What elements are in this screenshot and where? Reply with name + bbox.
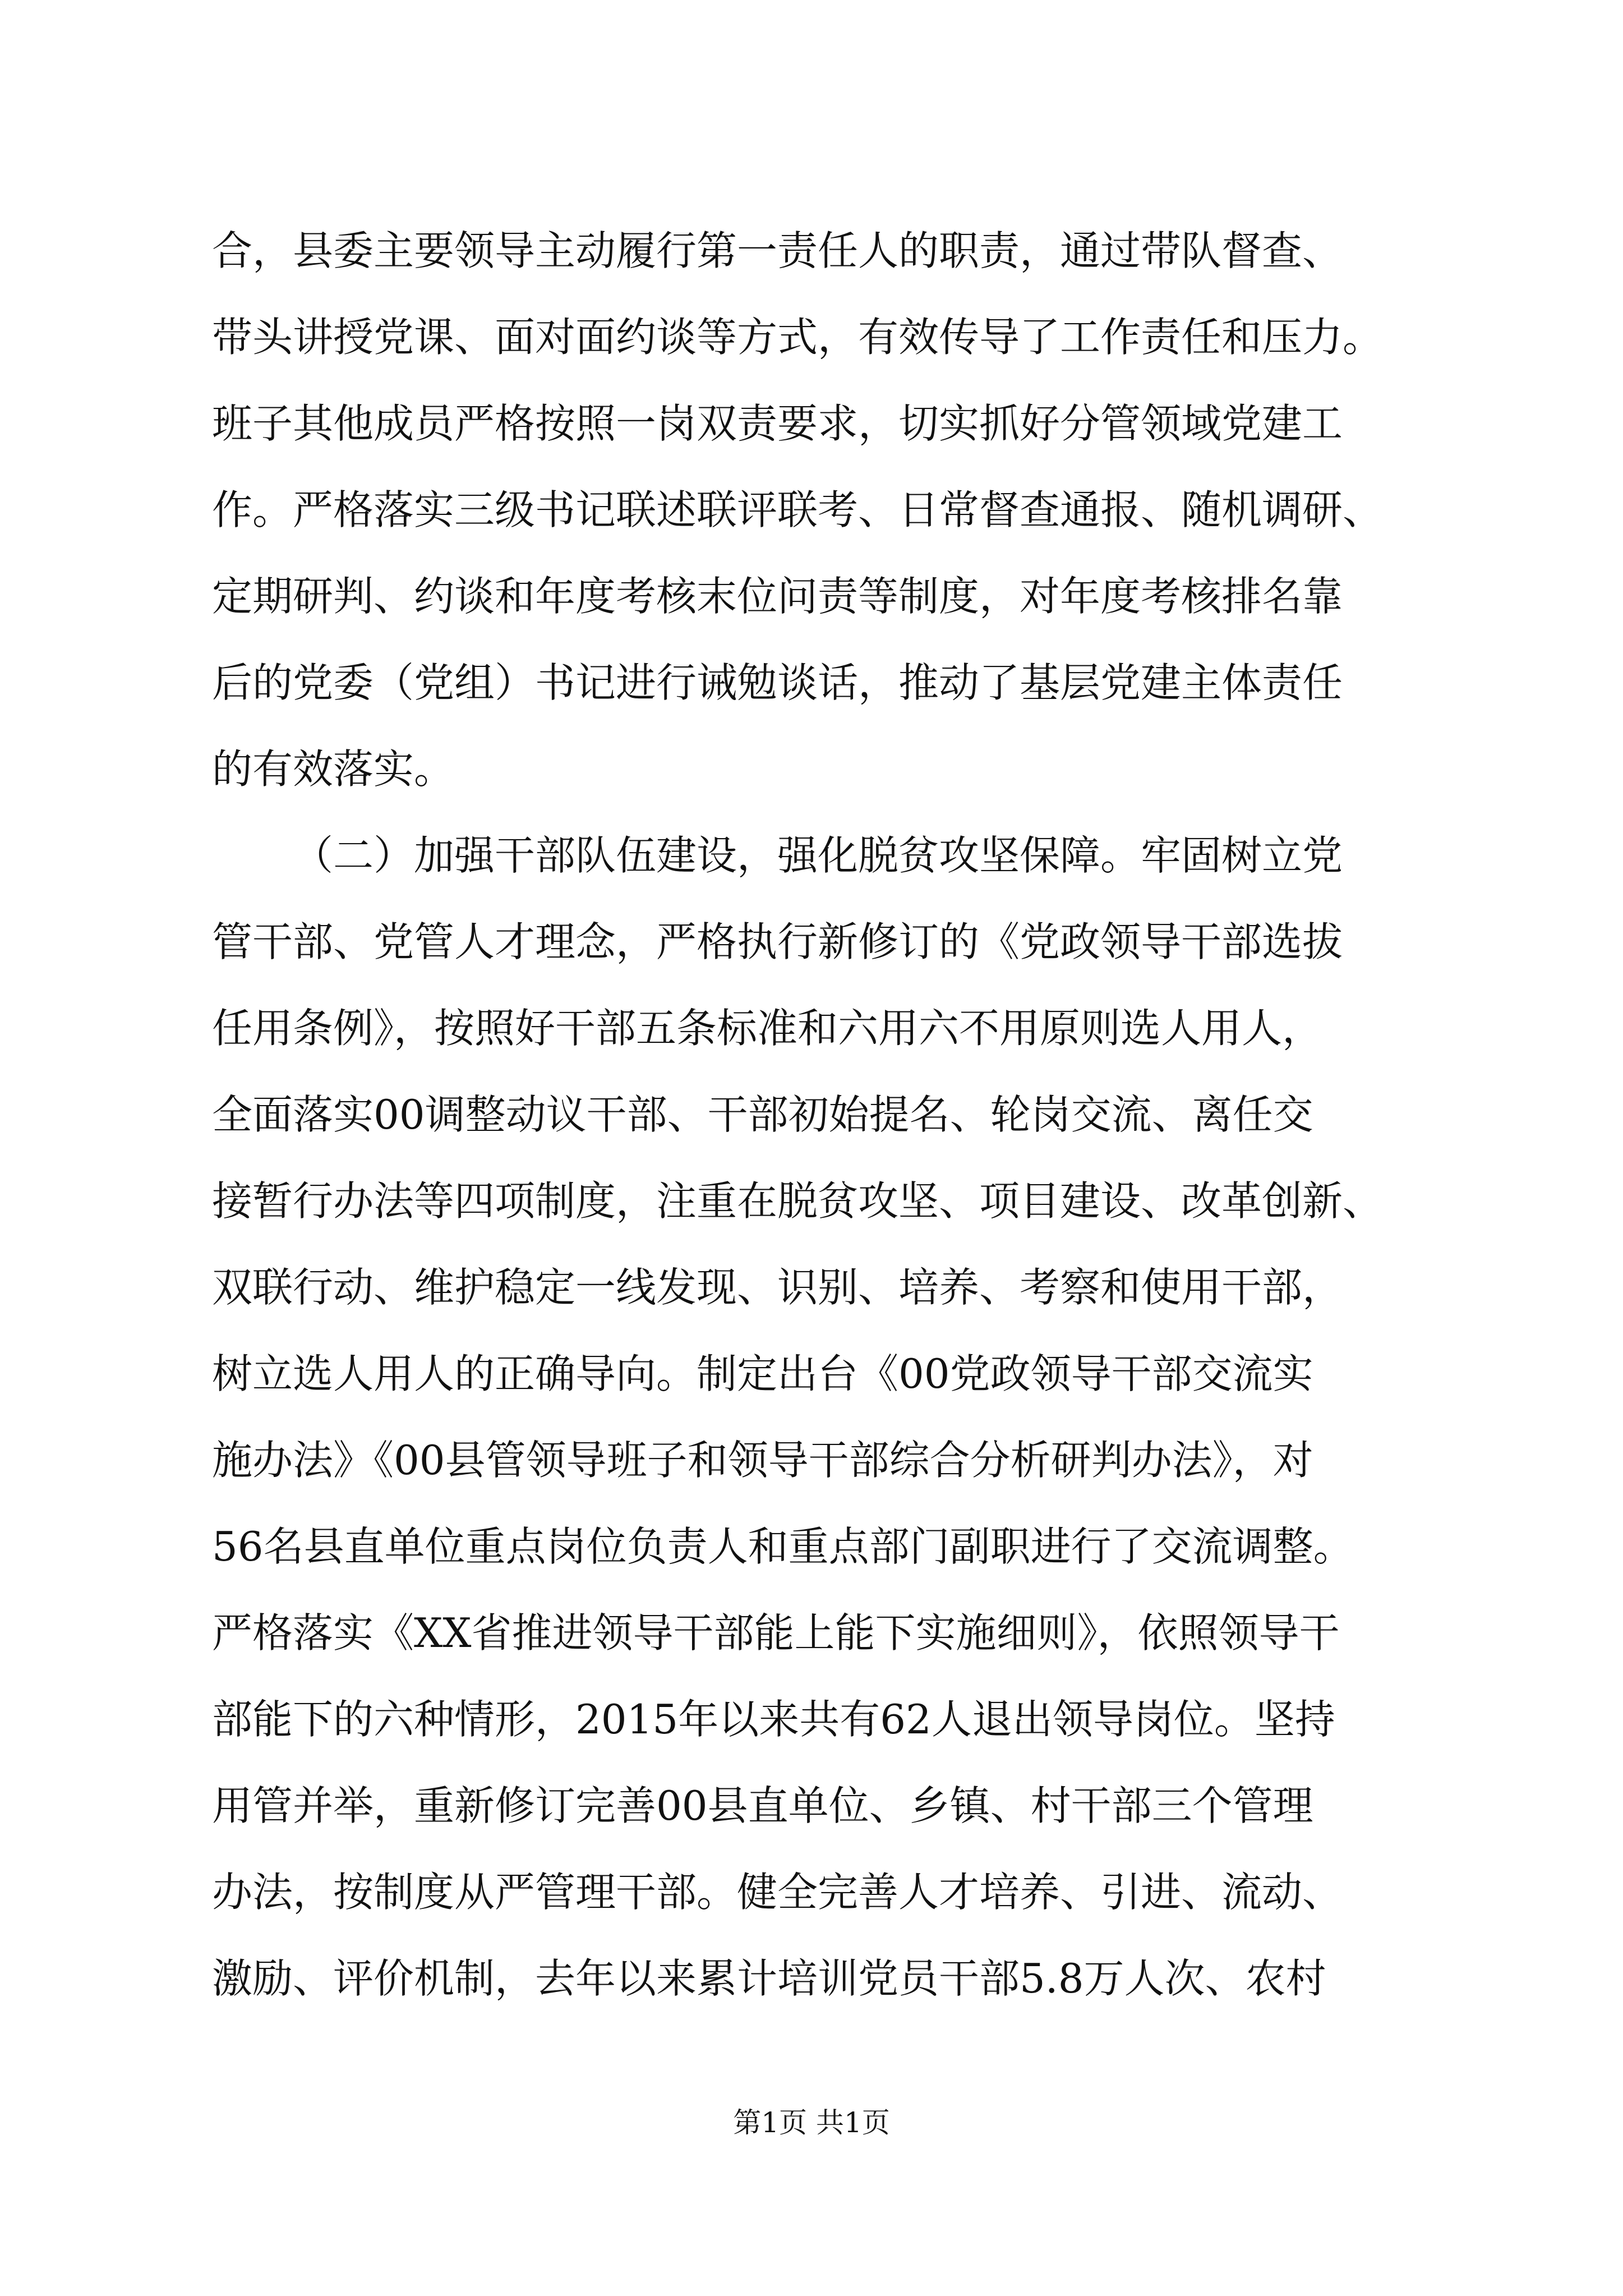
text-line: 全面落实00调整动议干部、干部初始提名、轮岗交流、离任交 (212, 1091, 1313, 1138)
text-line: 树立选人用人的正确导向。制定出台《00党政领导干部交流实 (212, 1350, 1313, 1397)
text-line: 带头讲授党课、面对面约谈等方式，有效传导了工作责任和压力。 (212, 314, 1384, 361)
text-line: 合，县委主要领导主动履行第一责任人的职责，通过带队督查、 (212, 227, 1343, 274)
text-line: 办法，按制度从严管理干部。健全完善人才培养、引进、流动、 (212, 1869, 1343, 1916)
text-line: 56名县直单位重点岗位负责人和重点部门副职进行了交流调整。 (212, 1523, 1354, 1570)
text-line: 的有效落实。 (212, 746, 455, 793)
text-line: 双联行动、维护稳定一线发现、识别、培养、考察和使用干部， (212, 1264, 1343, 1311)
text-line: 部能下的六种情形，2015年以来共有62人退出领导岗位。坚持 (212, 1696, 1335, 1743)
body-text (212, 208, 1423, 2022)
text-line: 班子其他成员严格按照一岗双责要求，切实抓好分管领域党建工 (212, 400, 1343, 447)
text-line: 定期研判、约谈和年度考核末位问责等制度，对年度考核排名靠 (212, 573, 1343, 620)
text-line: 后的党委（党组）书记进行诫勉谈话，推动了基层党建主体责任 (212, 659, 1343, 706)
page-footer: 第1页 共1页 (733, 2106, 890, 2139)
text-line: 激励、评价机制，去年以来累计培训党员干部5.8万人次、农村 (212, 1955, 1326, 2002)
text-line: 任用条例》，按照好干部五条标准和六用六不用原则选人用人， (212, 1005, 1323, 1052)
section-heading-line: （二）加强干部队伍建设，强化脱贫攻坚保障。牢固树立党 (293, 832, 1343, 879)
text-line: 作。严格落实三级书记联述联评联考、日常督查通报、随机调研、 (212, 486, 1384, 533)
text-line: 接暂行办法等四项制度，注重在脱贫攻坚、项目建设、改革创新、 (212, 1177, 1384, 1225)
text-line: 管干部、党管人才理念，严格执行新修订的《党政领导干部选拔 (212, 918, 1343, 965)
text-line: 施办法》《00县管领导班子和领导干部综合分析研判办法》，对 (212, 1437, 1313, 1484)
text-line: 用管并举，重新修订完善00县直单位、乡镇、村干部三个管理 (212, 1782, 1313, 1829)
text-line: 严格落实《XX省推进领导干部能上能下实施细则》，依照领导干 (212, 1609, 1340, 1657)
